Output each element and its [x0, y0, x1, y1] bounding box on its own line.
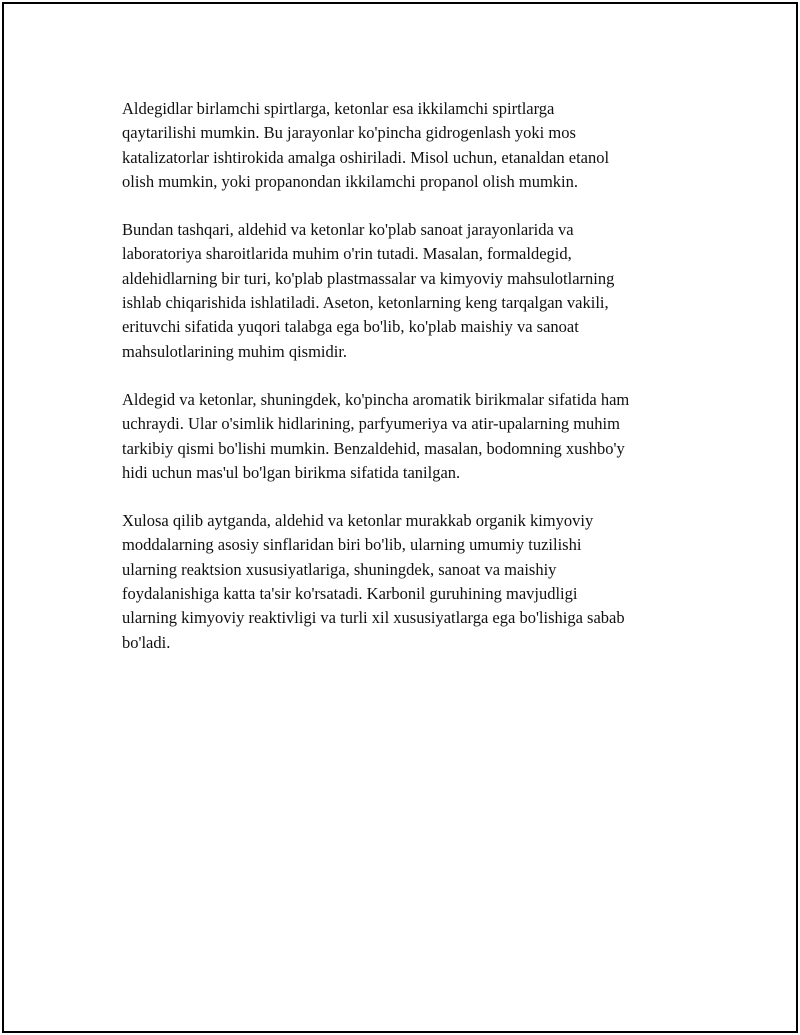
text-line: bo'ladi.: [122, 632, 171, 652]
text-line: katalizatorlar ishtirokida amalga oshiriladi. Misol uchun, etanaldan etanol: [122, 147, 610, 167]
text-line: Xulosa qilib aytganda, aldehid va ketonlar murakkab organik kimyoviy: [122, 511, 594, 531]
paragraph-4: [122, 509, 692, 655]
text-line: Bundan tashqari, aldehid va ketonlar ko'plab sanoat jarayonlarida va: [122, 220, 574, 240]
text-line: hidi uchun mas'ul bo'lgan birikma sifatida tanilgan.: [122, 462, 461, 482]
paragraph-2: [122, 218, 692, 364]
text-line: uchraydi. Ular o'simlik hidlarining, parfyumeriya va atir-upalarning muhim: [122, 414, 620, 434]
paragraph-3: [122, 388, 692, 485]
text-line: ularning kimyoviy reaktivligi va turli xil xususiyatlarga ega bo'lishiga sabab: [122, 608, 625, 628]
text-line: laboratoriya sharoitlarida muhim o'rin tutadi. Masalan, formaldegid,: [122, 244, 572, 264]
text-line: ularning reaktsion xususiyatlariga, shuningdek, sanoat va maishiy: [122, 559, 557, 579]
text-line: erituvchi sifatida yuqori talabga ega bo'lib, ko'plab maishiy va sanoat: [122, 317, 579, 337]
text-line: foydalanishiga katta ta'sir ko'rsatadi. Karbonil guruhining mavjudligi: [122, 584, 578, 604]
text-line: qaytarilishi mumkin. Bu jarayonlar ko'pincha gidrogenlash yoki mos: [122, 123, 576, 143]
text-line: Aldegid va ketonlar, shuningdek, ko'pincha aromatik birikmalar sifatida ham: [122, 389, 630, 409]
text-line: aldehidlarning bir turi, ko'plab plastmassalar va kimyoviy mahsulotlarning: [122, 268, 615, 288]
text-line: ishlab chiqarishida ishlatiladi. Aseton, ketonlarning keng tarqalgan vakili,: [122, 293, 609, 313]
text-line: Aldegidlar birlamchi spirtlarga, ketonlar esa ikkilamchi spirtlarga: [122, 99, 555, 118]
document-body: [122, 97, 692, 679]
page-frame: [2, 2, 798, 1033]
text-line: moddalarning asosiy sinflaridan biri bo'lib, ularning umumiy tuzilishi: [122, 535, 582, 555]
text-line: olish mumkin, yoki propanondan ikkilamchi propanol olish mumkin.: [122, 171, 579, 191]
text-line: tarkibiy qismi bo'lishi mumkin. Benzaldehid, masalan, bodomning xushbo'y: [122, 438, 625, 458]
paragraph-1: [122, 97, 692, 194]
text-line: mahsulotlarining muhim qismidir.: [122, 341, 348, 361]
